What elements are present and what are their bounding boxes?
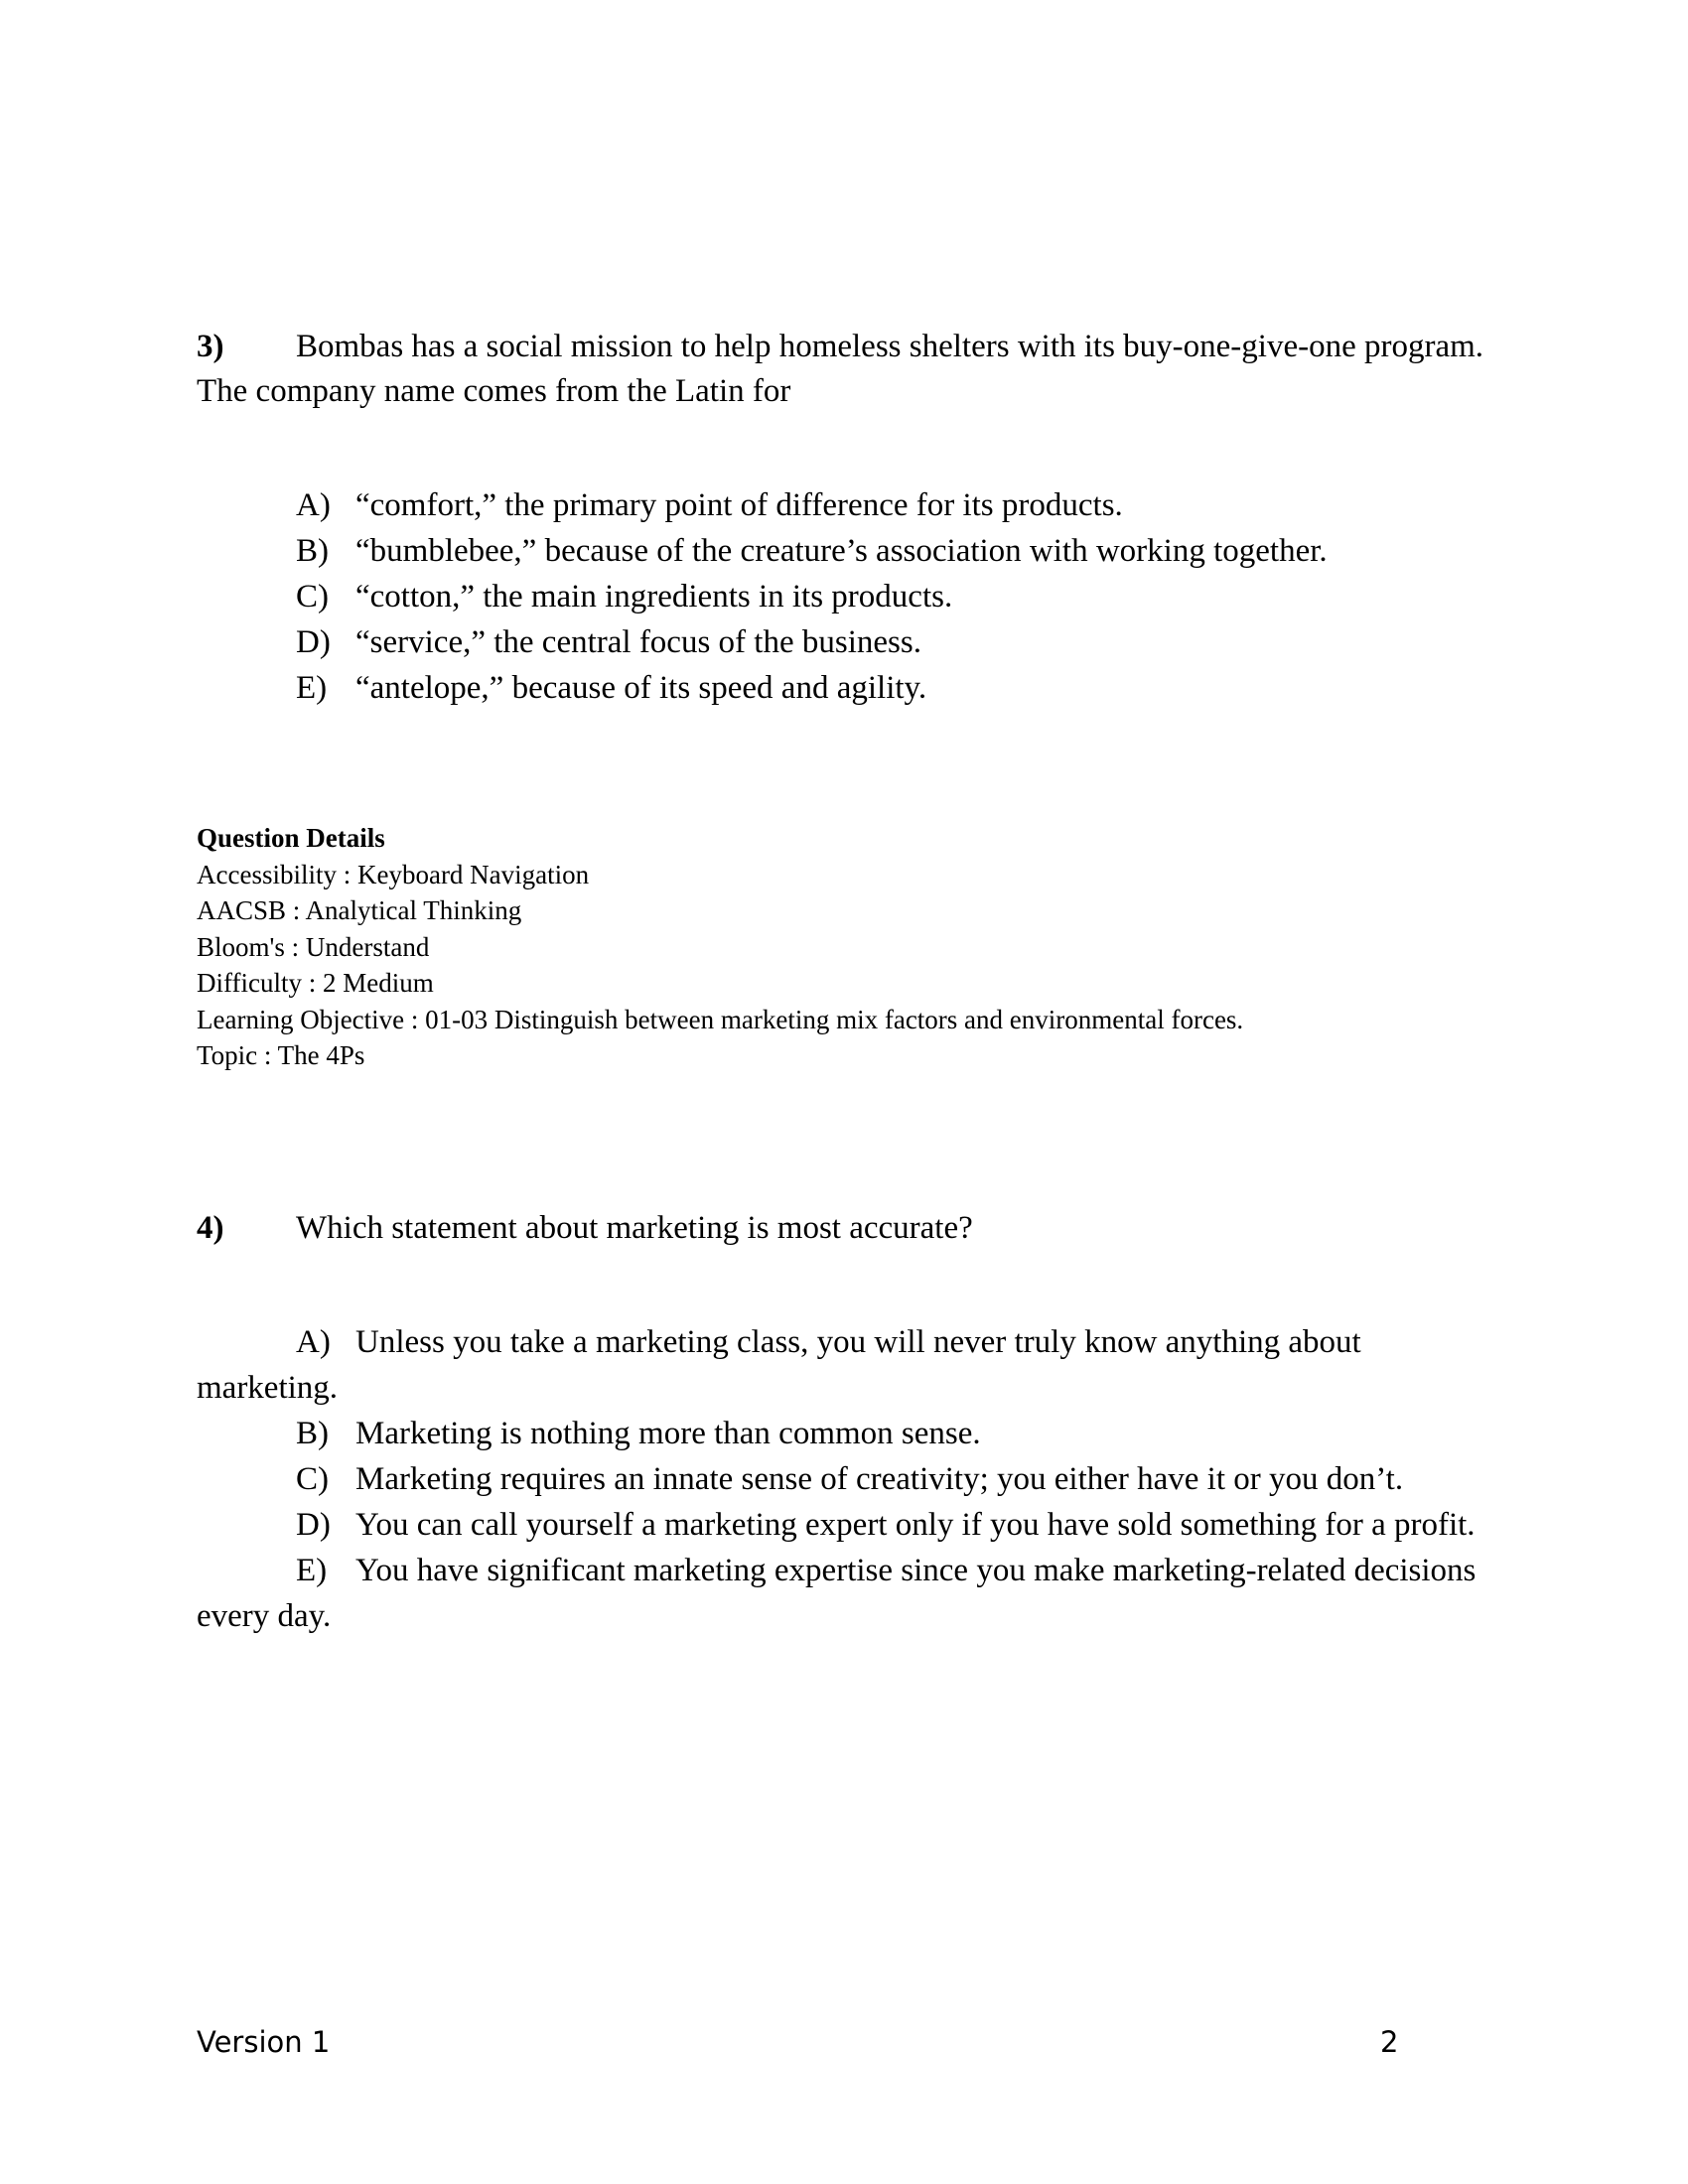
detail-accessibility: Accessibility : Keyboard Navigation [197,859,590,889]
choice-b [197,1411,1497,1456]
question-text: Bombas has a social mission to help homeless shelters with its buy-one-give-one program. The company name comes from the Latin for [197,329,1484,409]
choice-text: “comfort,” the primary point of difference for its products. [355,487,1123,523]
question-details-title: Question Details [197,823,385,853]
choice-text: Unless you take a marketing class, you will never truly know anything about marketing. [197,1324,1361,1406]
question-text: Which statement about marketing is most accurate? [296,1210,973,1246]
question-details [197,820,1243,1074]
choice-d [197,619,1497,665]
choice-text: “cotton,” the main ingredients in its products. [355,579,953,614]
detail-difficulty: Difficulty : 2 Medium [197,968,434,998]
question-number: 3) [197,329,224,364]
choice-text: You can call yourself a marketing expert only if you have sold something for a profit. [355,1507,1476,1543]
choice-letter: E) [296,1553,328,1588]
choice-b [197,528,1497,574]
detail-blooms: Bloom's : Understand [197,931,430,962]
question-4 [197,1206,1497,1639]
choice-letter: D) [296,624,331,660]
footer-version: Version 1 [197,2025,331,2059]
choice-text: “bumblebee,” because of the creature’s association with working together. [355,533,1328,569]
choice-c [197,1456,1497,1502]
choice-e [197,1548,1497,1639]
question-number: 4) [197,1210,224,1246]
choice-letter: A) [296,1324,331,1360]
choice-text: Marketing requires an innate sense of creativity; you either have it or you don’t. [355,1461,1404,1497]
question-stem [197,1206,1497,1251]
answer-choices [197,482,1497,711]
detail-topic: Topic : The 4Ps [197,1040,365,1070]
choice-a [197,1319,1497,1411]
choice-e [197,665,1497,711]
choice-letter: E) [296,670,328,706]
choice-text: You have significant marketing expertise since you make marketing-related decisions every day. [197,1553,1477,1634]
detail-learning-objective: Learning Objective : 01-03 Distinguish between marketing mix factors and environmental forces. [197,1004,1244,1034]
choice-letter: B) [296,533,329,569]
choice-letter: D) [296,1507,331,1543]
choice-text: “antelope,” because of its speed and agility. [355,670,927,706]
choice-a [197,482,1497,528]
choice-c [197,574,1497,619]
choice-text: Marketing is nothing more than common sense. [355,1416,981,1451]
choice-letter: C) [296,579,329,614]
choice-d [197,1502,1497,1548]
choice-letter: C) [296,1461,329,1497]
choice-letter: A) [296,487,331,523]
answer-choices [197,1319,1497,1639]
detail-aacsb: AACSB : Analytical Thinking [197,895,522,925]
choice-letter: B) [296,1416,329,1451]
question-3 [197,325,1497,711]
question-stem [197,325,1497,414]
footer-page-number: 2 [1380,2025,1399,2059]
choice-text: “service,” the central focus of the business. [355,624,921,660]
